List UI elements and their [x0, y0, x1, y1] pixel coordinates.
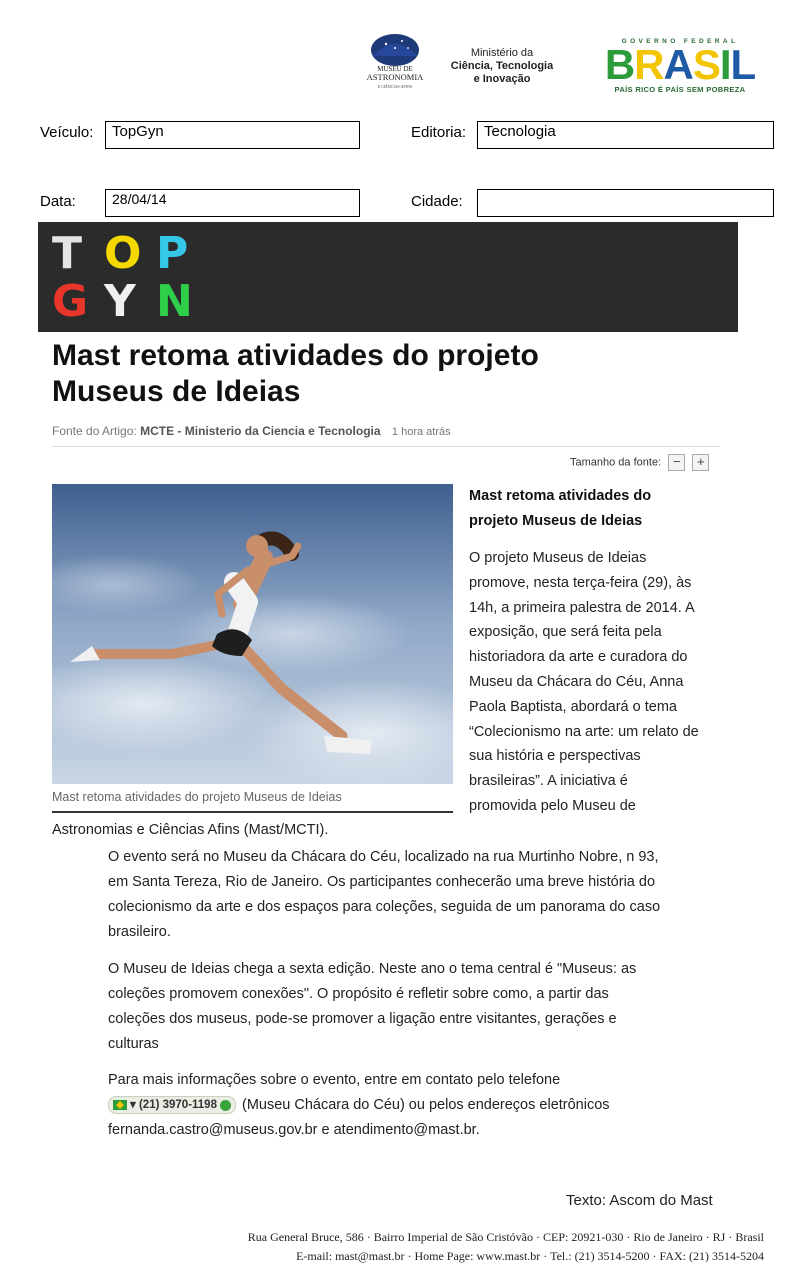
banner-letter: Y	[104, 276, 136, 327]
source-label: Fonte do Artigo:	[52, 424, 137, 438]
body-line: sua história e perspectivas	[469, 748, 641, 765]
body-line: promovida pelo Museu de	[469, 797, 636, 814]
body-line: colecionismo da arte e dos espaços para coleções, seguida de um panorama do caso	[108, 899, 661, 915]
body-line: Para mais informações sobre o evento, entre em contato pelo telefone	[108, 1072, 561, 1088]
brasil-government-logo	[594, 38, 766, 94]
banner-letter: O	[104, 228, 142, 279]
veiculo-field[interactable]: TopGyn	[105, 121, 360, 149]
body-line: culturas	[108, 1036, 159, 1052]
banner-letter: G	[52, 276, 89, 327]
font-size-control	[570, 454, 709, 471]
body-line: “Colecionismo na arte: um relato de	[469, 723, 699, 740]
source-link[interactable]: MCTE - Ministerio da Ciencia e Tecnologia	[140, 424, 381, 438]
side-title-line: projeto Museus de Ideias	[469, 513, 643, 529]
contact-text: (Museu Chácara do Céu) ou pelos endereços eletrônicos	[241, 1097, 610, 1113]
banner-letter: T	[52, 228, 83, 279]
paragraph-contact	[108, 1068, 728, 1143]
body-line: O evento será no Museu da Chácara do Céu, localizado na rua Murtinho Nobre, n 93,	[108, 849, 659, 865]
font-size-label: Tamanho da fonte:	[570, 456, 662, 469]
data-field[interactable]: 28/04/14	[105, 189, 360, 217]
body-line: promove, nesta terça-feira (29), às	[469, 574, 692, 591]
photo-caption: Mast retoma atividades do projeto Museus de Ideias	[52, 790, 342, 804]
ministry-line: Ciência, Tecnologia	[450, 60, 554, 72]
body-line: coleções dos museus, pode-se promover a ligação entre visitantes, gerações e	[108, 1011, 617, 1027]
article-time: 1 hora atrás	[391, 426, 451, 438]
gov-word: BRASIL	[604, 41, 756, 88]
brazil-flag-icon	[113, 1100, 127, 1110]
text-credit: Texto: Ascom do Mast	[566, 1192, 713, 1209]
body-line: historiadora da arte e curadora do	[469, 649, 688, 666]
article-title	[52, 338, 692, 410]
body-line: brasileiras”. A iniciativa é	[469, 773, 628, 790]
article-source	[52, 424, 451, 438]
paragraph-event	[108, 845, 728, 945]
phone-number-chip[interactable]: ▾ (21) 3970-1198	[108, 1096, 236, 1114]
email-line: fernanda.castro@museus.gov.br e atendimento@mast.br.	[108, 1122, 480, 1138]
gov-tagline: PAÍS RICO É PAÍS SEM POBREZA	[614, 85, 746, 94]
museum-logo-line3: E CIÊNCIAS AFINS	[377, 84, 413, 89]
ministry-line: Ministério da	[470, 47, 534, 59]
editoria-field[interactable]: Tecnologia	[477, 121, 774, 149]
editoria-label: Editoria:	[411, 124, 467, 141]
article-photo-runner	[52, 484, 453, 784]
museum-logo-line1: MUSEU DE	[377, 65, 413, 73]
body-line: brasileiro.	[108, 924, 171, 940]
caption-rule	[52, 811, 453, 813]
body-line: Paola Baptista, abordará o tema	[469, 698, 677, 715]
data-label: Data:	[40, 193, 76, 210]
veiculo-label: Veículo:	[40, 124, 94, 141]
body-line: coleções promovem conexões". O propósito é refletir sobre como, a partir das	[108, 986, 609, 1002]
side-body	[469, 546, 724, 819]
body-continuation: Astronomias e Ciências Afins (Mast/MCTI).	[52, 822, 329, 838]
call-icon	[220, 1100, 231, 1111]
side-title-line: Mast retoma atividades do	[469, 488, 652, 504]
museum-astronomy-logo	[364, 30, 426, 92]
font-decrease-button[interactable]: −	[668, 454, 685, 471]
banner-letter: P	[156, 228, 189, 279]
museum-logo-line2: ASTRONOMIA	[366, 72, 424, 82]
ministry-logo	[440, 47, 564, 86]
cidade-label: Cidade:	[411, 193, 463, 210]
cidade-field[interactable]	[477, 189, 774, 217]
paragraph-theme	[108, 957, 728, 1057]
title-line: Museus de Ideias	[52, 375, 301, 408]
body-line	[108, 1093, 728, 1118]
body-line: 14h, a primeira palestra de 2014. A	[469, 599, 695, 616]
divider	[52, 446, 720, 447]
font-increase-button[interactable]: +	[692, 454, 709, 471]
body-line: Museu da Chácara do Céu, Anna	[469, 673, 684, 690]
body-line: exposição, que será feita pela	[469, 624, 662, 641]
phone-number: (21) 3970-1198	[138, 1099, 217, 1112]
banner-letter: N	[156, 276, 193, 327]
footer-contact: E-mail: mast@mast.br · Home Page: www.mast.br · Tel.: (21) 3514-5200 · FAX: (21) 3514-5204	[296, 1249, 764, 1263]
ministry-line: e Inovação	[473, 73, 531, 85]
title-line: Mast retoma atividades do projeto	[52, 339, 539, 372]
body-line: O Museu de Ideias chega a sexta edição. Neste ano o tema central é "Museus: as	[108, 961, 637, 977]
body-line: O projeto Museus de Ideias	[469, 550, 647, 566]
topgyn-banner	[38, 222, 738, 332]
side-title	[469, 484, 719, 534]
gov-top-text: GOVERNO FEDERAL	[621, 38, 739, 45]
body-line: em Santa Tereza, Rio de Janeiro. Os participantes conhecerão uma breve história do	[108, 874, 656, 890]
footer-address: Rua General Bruce, 586 · Bairro Imperial de São Cristóvão · CEP: 20921-030 · Rio de Janeiro · RJ · Brasil	[247, 1230, 764, 1244]
